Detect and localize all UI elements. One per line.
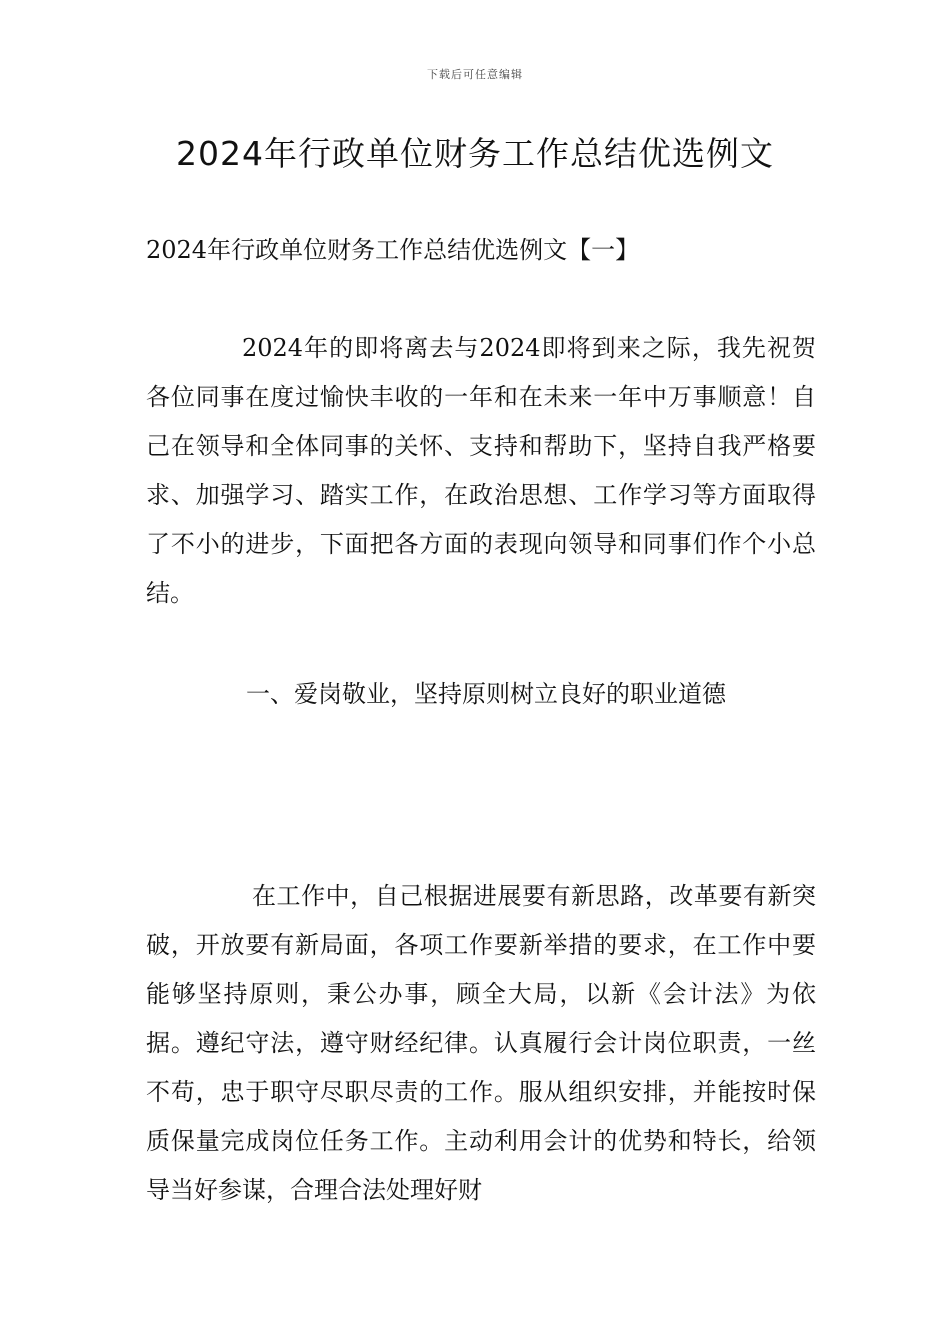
paragraph-intro: 2024年的即将离去与2024即将到来之际，我先祝贺各位同事在度过愉快丰收的一年和在未来一年中万事顺意！自己在领导和全体同事的关怀、支持和帮助下，坚持自我严格要求、加强学习、踏实工作，在政治思想、工作学习等方面取得了不小的进步，下面把各方面的表现向领导和同事们作个小总结。 bbox=[146, 334, 816, 607]
section-title: 2024年行政单位财务工作总结优选例文【一】 bbox=[146, 236, 640, 264]
paragraph-work: 在工作中，自己根据进展要有新思路，改革要有新突破，开放要有新局面，各项工作要新举措的要求，在工作中要能够坚持原则，秉公办事，顾全大局，以新《会计法》为依据。遵纪守法，遵守财经纪律。认真履行会计岗位职责，一丝不苟，忠于职守尽职尽责的工作。服从组织安排，并能按时保质保量完成岗位任务工作。主动利用会计的优势和特长，给领导当好参谋，合理合法处理好财 bbox=[146, 882, 816, 1204]
header-note: 下载后可任意编辑 bbox=[427, 68, 523, 81]
document-title: 2024年行政单位财务工作总结优选例文 bbox=[176, 134, 774, 173]
subheading-1: 一、爱岗敬业，坚持原则树立良好的职业道德 bbox=[246, 680, 726, 708]
